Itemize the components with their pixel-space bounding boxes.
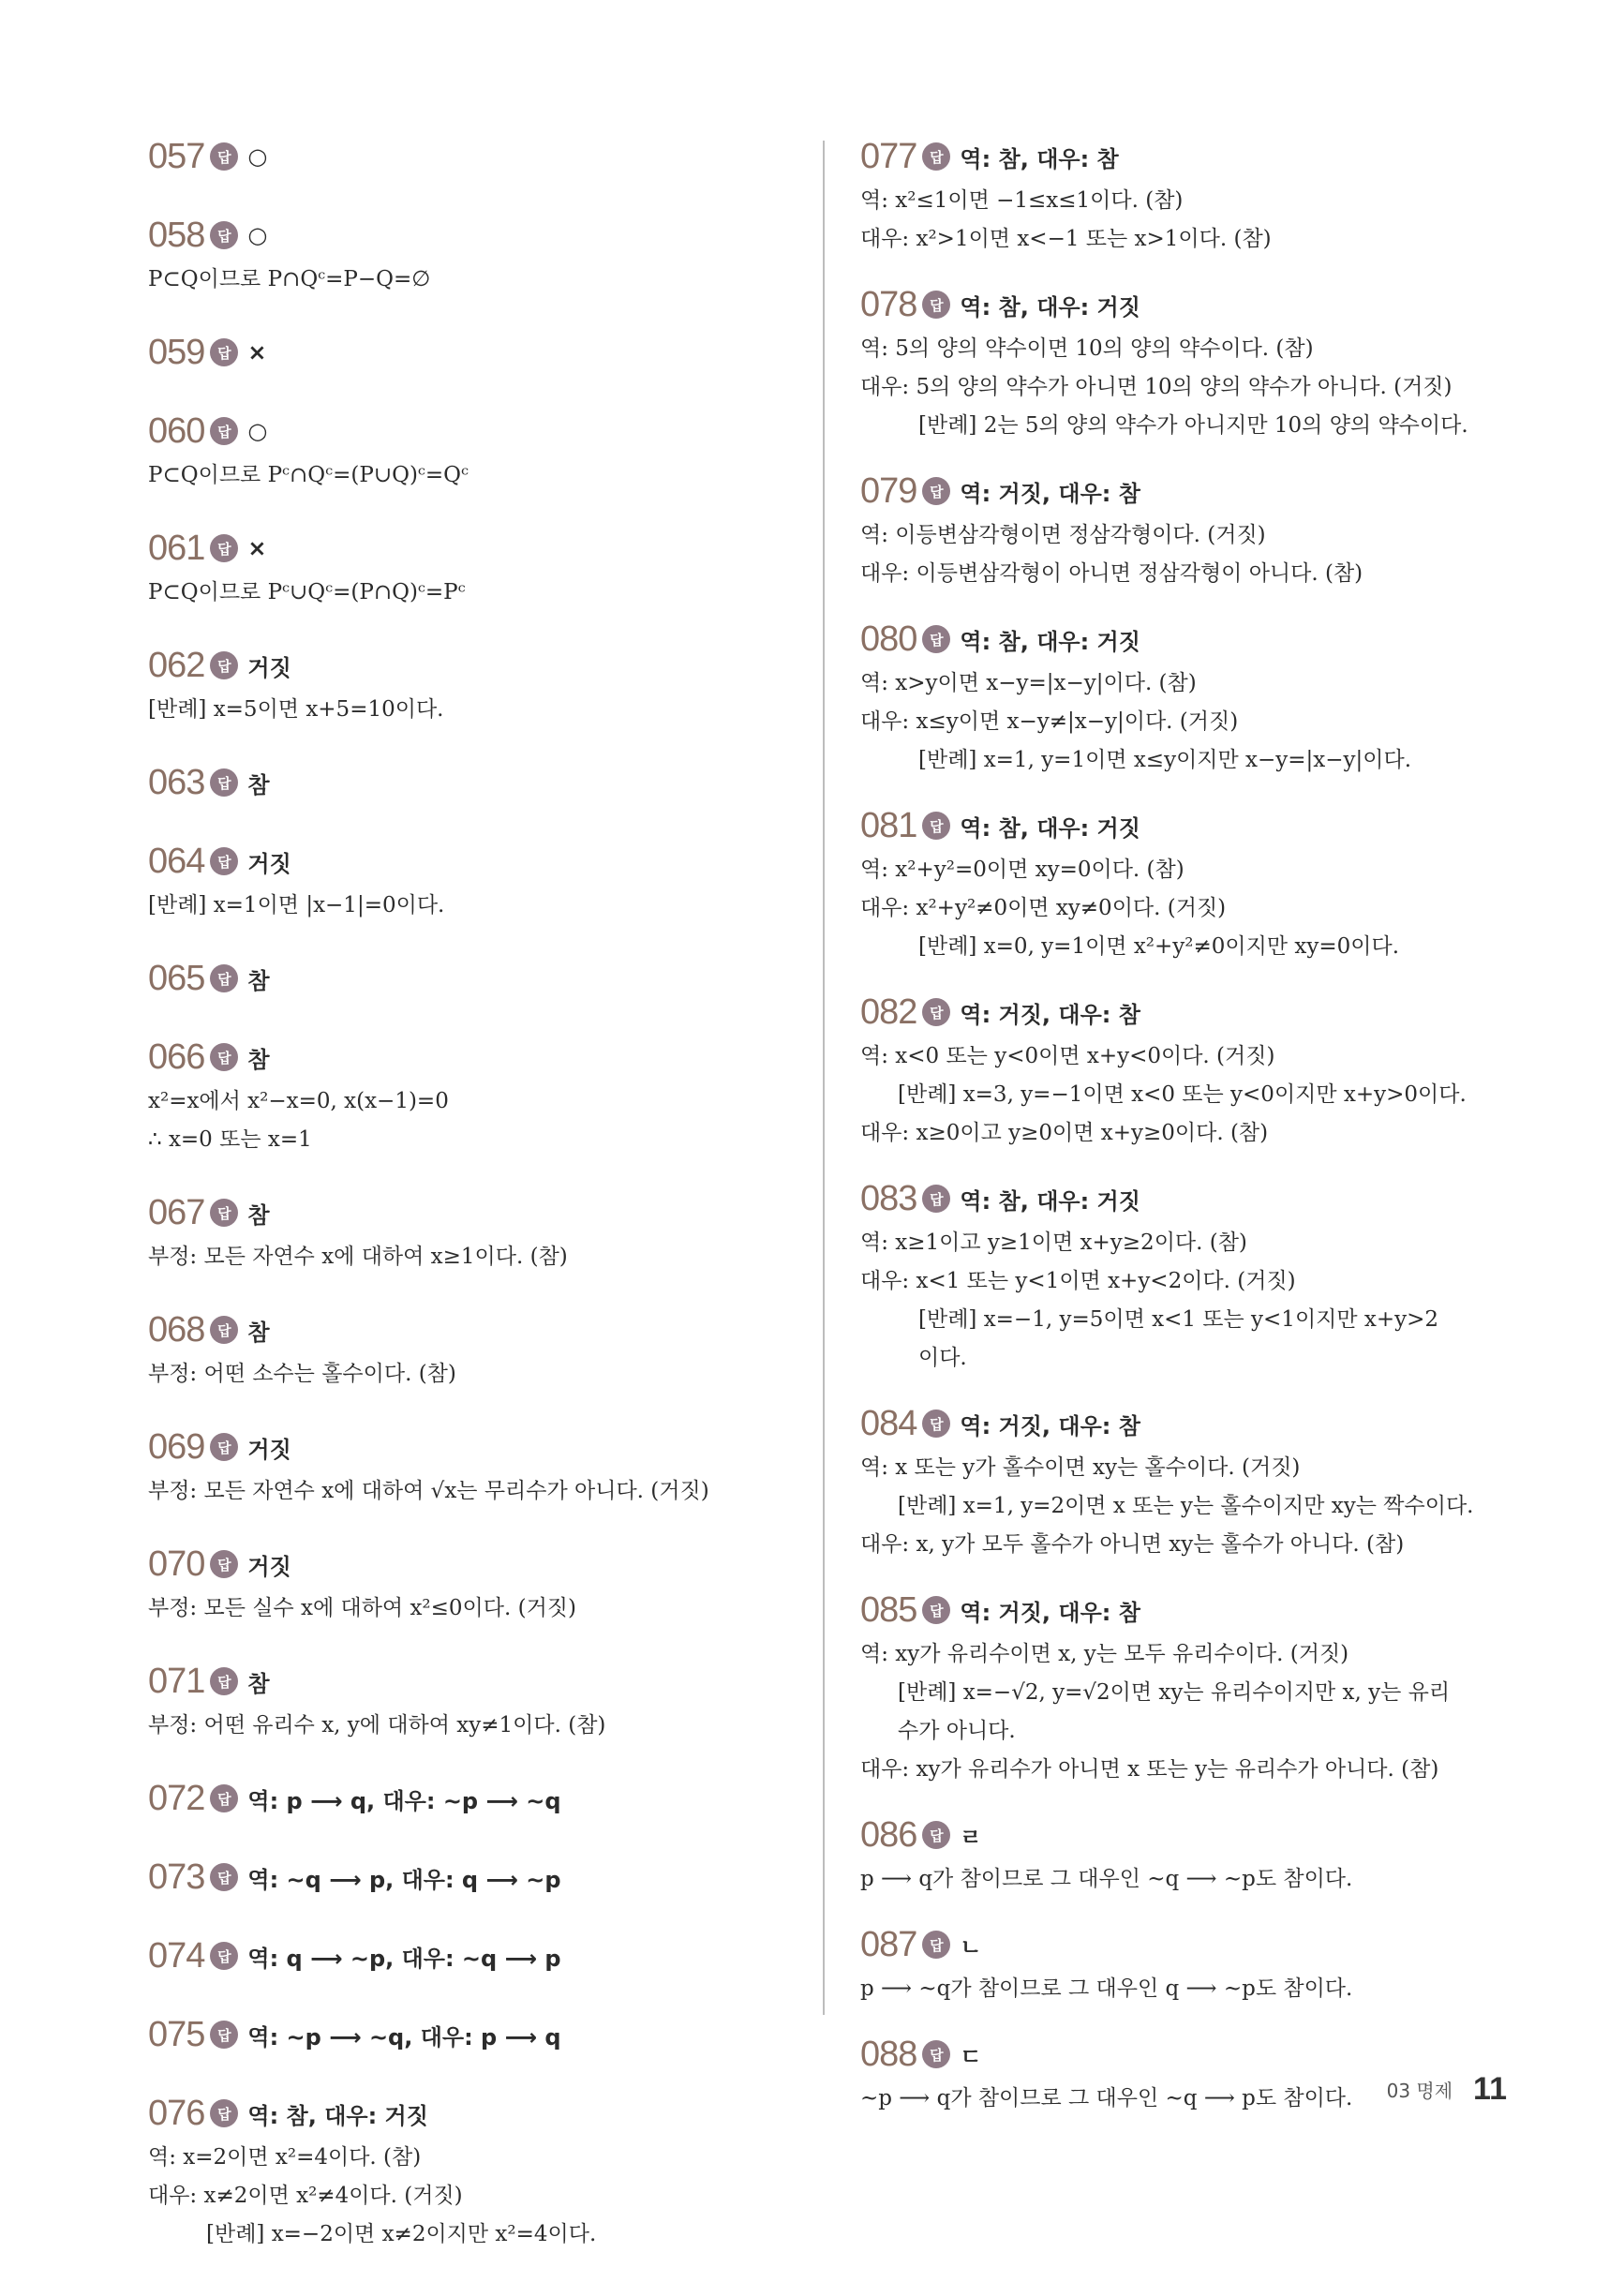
problem-header bbox=[148, 327, 804, 378]
problem-header bbox=[148, 953, 804, 1004]
answer-text: 거짓 bbox=[247, 850, 291, 877]
problem-067 bbox=[148, 1187, 804, 1276]
answer-badge-icon: 답 bbox=[210, 1043, 238, 1071]
problem-header bbox=[148, 1032, 804, 1082]
solution-line: p ⟶ q가 참이므로 그 대우인 ~q ⟶ ~p도 참이다. bbox=[860, 1867, 1353, 1891]
answer-text: ○ bbox=[247, 222, 268, 248]
answer-text: ㄷ bbox=[960, 2043, 982, 2070]
solution-line: 대우: x≥0이고 y≥0이면 x+y≥0이다. (참) bbox=[860, 1121, 1269, 1145]
answer-text: 역: 참, 대우: 거짓 bbox=[960, 628, 1140, 655]
answer-text: 역: 참, 대우: 거짓 bbox=[960, 293, 1140, 321]
problem-085 bbox=[860, 1585, 1507, 1789]
answer-text: ㄹ bbox=[960, 1824, 982, 1851]
answer-badge-icon: 답 bbox=[210, 417, 238, 445]
answer-text: 역: 거짓, 대우: 참 bbox=[960, 1599, 1140, 1626]
answer-text: 거짓 bbox=[247, 1553, 291, 1580]
answer-badge-icon: 답 bbox=[922, 2040, 950, 2068]
answer-text: 역: 거짓, 대우: 참 bbox=[960, 480, 1140, 507]
problem-number: 082 bbox=[860, 992, 917, 1032]
problem-079 bbox=[860, 466, 1507, 593]
problem-number: 077 bbox=[860, 136, 917, 176]
solution-line: [반례] 2는 5의 양의 약수가 아니지만 10의 양의 약수이다. bbox=[918, 413, 1468, 438]
problem-077 bbox=[860, 131, 1507, 259]
solution-line: 대우: 이등변삼각형이 아니면 정삼각형이 아니다. (참) bbox=[860, 561, 1363, 586]
problem-number: 078 bbox=[860, 284, 917, 324]
problem-header bbox=[860, 466, 1507, 516]
solution-line: ~p ⟶ q가 참이므로 그 대우인 ~q ⟶ p도 참이다. bbox=[860, 2086, 1353, 2110]
problem-header bbox=[860, 1585, 1507, 1635]
answer-badge-icon: 답 bbox=[922, 142, 950, 171]
solution-line: x²=x에서 x²−x=0, x(x−1)=0 bbox=[148, 1089, 449, 1113]
solution-line: [반례] x=3, y=−1이면 x<0 또는 y<0이지만 x+y>0이다. bbox=[898, 1082, 1467, 1107]
answer-badge-icon: 답 bbox=[210, 338, 238, 366]
problem-069 bbox=[148, 1422, 804, 1511]
problem-061 bbox=[148, 523, 804, 612]
solution-line: [반례] x=−√2, y=√2이면 xy는 유리수이지만 x, y는 유리 bbox=[898, 1680, 1451, 1705]
solution-line: [반례] x=−2이면 x≠2이지만 x²=4이다. bbox=[206, 2222, 597, 2246]
problem-083 bbox=[860, 1173, 1507, 1378]
answer-text: 역: 참, 대우: 거짓 bbox=[960, 814, 1140, 842]
solution-line: 부정: 어떤 유리수 x, y에 대하여 xy≠1이다. (참) bbox=[148, 1713, 606, 1738]
solution-line: [반례] x=1이면 |x−1|=0이다. bbox=[148, 893, 445, 917]
page-footer bbox=[1387, 2071, 1507, 2108]
solution-line: 대우: x≠2이면 x²≠4이다. (거짓) bbox=[148, 2184, 463, 2208]
problem-number: 080 bbox=[860, 619, 917, 659]
answer-badge-icon: 답 bbox=[922, 1185, 950, 1213]
answer-text: 역: q ⟶ ~p, 대우: ~q ⟶ p bbox=[247, 1945, 561, 1972]
problem-076 bbox=[148, 2088, 804, 2254]
solution-line: ∴ x=0 또는 x=1 bbox=[148, 1127, 312, 1152]
problem-header bbox=[148, 406, 804, 456]
answer-badge-icon: 답 bbox=[210, 1316, 238, 1344]
problem-number: 061 bbox=[148, 528, 205, 568]
chapter-label: 03 명제 bbox=[1386, 2080, 1453, 2102]
problem-086 bbox=[860, 1810, 1507, 1899]
problem-header bbox=[148, 2009, 804, 2060]
problem-number: 083 bbox=[860, 1178, 917, 1218]
answer-badge-icon: 답 bbox=[210, 1784, 238, 1812]
solution-line: 역: x 또는 y가 홀수이면 xy는 홀수이다. (거짓) bbox=[860, 1455, 1301, 1480]
answer-badge-icon: 답 bbox=[210, 1199, 238, 1227]
page-number: 11 bbox=[1473, 2071, 1507, 2107]
problem-header bbox=[148, 1305, 804, 1355]
answer-text: 거짓 bbox=[247, 654, 291, 681]
answer-badge-icon: 답 bbox=[922, 477, 950, 505]
answer-text: 역: p ⟶ q, 대우: ~p ⟶ ~q bbox=[247, 1787, 561, 1814]
answer-text: 참 bbox=[247, 1319, 270, 1346]
answer-text: × bbox=[247, 535, 267, 561]
solution-line: 부정: 모든 자연수 x에 대하여 √x는 무리수가 아니다. (거짓) bbox=[148, 1479, 709, 1503]
problem-header bbox=[148, 757, 804, 808]
solution-line: 역: 5의 양의 약수이면 10의 양의 약수이다. (참) bbox=[860, 336, 1314, 361]
problem-header bbox=[860, 800, 1507, 851]
answer-text: 역: 참, 대우: 참 bbox=[960, 145, 1119, 172]
problem-number: 087 bbox=[860, 1924, 917, 1964]
problem-number: 073 bbox=[148, 1857, 205, 1897]
answer-badge-icon: 답 bbox=[922, 812, 950, 840]
problem-header bbox=[148, 1656, 804, 1707]
answer-badge-icon: 답 bbox=[922, 291, 950, 319]
answer-text: 참 bbox=[247, 967, 270, 994]
right-column bbox=[860, 131, 1507, 2139]
problem-number: 079 bbox=[860, 470, 917, 511]
problem-header bbox=[148, 2088, 804, 2139]
problem-header bbox=[148, 210, 804, 261]
answer-badge-icon: 답 bbox=[210, 1550, 238, 1578]
problem-number: 071 bbox=[148, 1661, 205, 1701]
answer-badge-icon: 답 bbox=[210, 1942, 238, 1970]
answer-text: 역: ~p ⟶ ~q, 대우: p ⟶ q bbox=[247, 2023, 561, 2051]
problem-header bbox=[148, 523, 804, 574]
answer-text: 역: 참, 대우: 거짓 bbox=[960, 1187, 1140, 1215]
problem-060 bbox=[148, 406, 804, 495]
solution-line: P⊂Q이므로 P∩Qᶜ=P−Q=∅ bbox=[148, 267, 431, 291]
solution-line: 대우: x²+y²≠0이면 xy≠0이다. (거짓) bbox=[860, 896, 1227, 920]
answer-badge-icon: 답 bbox=[210, 651, 238, 679]
problem-082 bbox=[860, 987, 1507, 1153]
problem-number: 075 bbox=[148, 2014, 205, 2054]
problem-062 bbox=[148, 640, 804, 729]
answer-text: × bbox=[247, 339, 267, 365]
answer-badge-icon: 답 bbox=[210, 964, 238, 992]
problem-063 bbox=[148, 757, 804, 808]
solution-line: [반례] x=1, y=1이면 x≤y이지만 x−y=|x−y|이다. bbox=[918, 748, 1412, 772]
problem-header bbox=[860, 1173, 1507, 1224]
problem-number: 069 bbox=[148, 1426, 205, 1467]
solution-line: 역: x≥1이고 y≥1이면 x+y≥2이다. (참) bbox=[860, 1230, 1247, 1255]
problem-number: 062 bbox=[148, 645, 205, 685]
answer-badge-icon: 답 bbox=[210, 2099, 238, 2127]
solution-line: 역: x<0 또는 y<0이면 x+y<0이다. (거짓) bbox=[860, 1044, 1275, 1068]
left-column bbox=[148, 131, 804, 2282]
answer-badge-icon: 답 bbox=[210, 1863, 238, 1891]
solution-line: 역: xy가 유리수이면 x, y는 모두 유리수이다. (거짓) bbox=[860, 1642, 1349, 1666]
problem-header bbox=[860, 614, 1507, 664]
problem-number: 059 bbox=[148, 332, 205, 372]
answer-badge-icon: 답 bbox=[922, 1409, 950, 1438]
answer-badge-icon: 답 bbox=[210, 2021, 238, 2049]
answer-text: 역: 거짓, 대우: 참 bbox=[960, 1412, 1140, 1439]
solution-line: 이다. bbox=[918, 1346, 967, 1370]
answer-badge-icon: 답 bbox=[210, 1433, 238, 1461]
problem-number: 085 bbox=[860, 1589, 917, 1630]
solution-line: 대우: x, y가 모두 홀수가 아니면 xy는 홀수가 아니다. (참) bbox=[860, 1532, 1405, 1557]
solution-line: 역: x²+y²=0이면 xy=0이다. (참) bbox=[860, 858, 1184, 882]
solution-line: 대우: xy가 유리수가 아니면 x 또는 y는 유리수가 아니다. (참) bbox=[860, 1757, 1439, 1782]
problem-header bbox=[148, 1852, 804, 1902]
problem-070 bbox=[148, 1539, 804, 1628]
problem-number: 074 bbox=[148, 1935, 205, 1976]
solution-line: 대우: 5의 양의 약수가 아니면 10의 양의 약수가 아니다. (거짓) bbox=[860, 375, 1453, 399]
problem-078 bbox=[860, 279, 1507, 445]
answer-badge-icon: 답 bbox=[922, 1931, 950, 1959]
problem-header bbox=[148, 640, 804, 691]
answer-text: 역: 거짓, 대우: 참 bbox=[960, 1001, 1140, 1028]
problem-number: 065 bbox=[148, 958, 205, 998]
problem-074 bbox=[148, 1931, 804, 1981]
problem-number: 084 bbox=[860, 1403, 917, 1443]
answer-badge-icon: 답 bbox=[210, 847, 238, 875]
problem-057 bbox=[148, 131, 804, 182]
answer-text: 참 bbox=[247, 1046, 270, 1073]
problem-number: 066 bbox=[148, 1037, 205, 1077]
answer-text: ○ bbox=[247, 143, 268, 170]
problem-number: 072 bbox=[148, 1778, 205, 1818]
answer-text: ㄴ bbox=[960, 1933, 982, 1961]
problem-number: 064 bbox=[148, 841, 205, 881]
solution-line: 역: x>y이면 x−y=|x−y|이다. (참) bbox=[860, 671, 1197, 695]
problem-073 bbox=[148, 1852, 804, 1902]
solution-line: [반례] x=0, y=1이면 x²+y²≠0이지만 xy=0이다. bbox=[918, 934, 1400, 959]
problem-number: 068 bbox=[148, 1309, 205, 1350]
solution-line: p ⟶ ~q가 참이므로 그 대우인 q ⟶ ~p도 참이다. bbox=[860, 1976, 1353, 2001]
answer-badge-icon: 답 bbox=[210, 1667, 238, 1695]
solution-line: 부정: 모든 자연수 x에 대하여 x≥1이다. (참) bbox=[148, 1245, 568, 1269]
answer-text: 참 bbox=[247, 1201, 270, 1229]
problem-066 bbox=[148, 1032, 804, 1159]
problem-header bbox=[148, 1931, 804, 1981]
answer-badge-icon: 답 bbox=[922, 625, 950, 653]
problem-header bbox=[860, 1919, 1507, 1970]
answer-badge-icon: 답 bbox=[210, 534, 238, 562]
problem-065 bbox=[148, 953, 804, 1004]
answer-badge-icon: 답 bbox=[210, 768, 238, 797]
problem-058 bbox=[148, 210, 804, 299]
problem-number: 086 bbox=[860, 1814, 917, 1855]
answer-text: ○ bbox=[247, 418, 268, 444]
problem-header bbox=[860, 1810, 1507, 1860]
problem-number: 081 bbox=[860, 805, 917, 845]
solution-line: 대우: x<1 또는 y<1이면 x+y<2이다. (거짓) bbox=[860, 1269, 1296, 1293]
answer-badge-icon: 답 bbox=[210, 221, 238, 249]
solution-line: 대우: x²>1이면 x<−1 또는 x>1이다. (참) bbox=[860, 227, 1272, 251]
problem-header bbox=[860, 1398, 1507, 1449]
problem-header bbox=[860, 131, 1507, 182]
problem-064 bbox=[148, 836, 804, 925]
problem-number: 088 bbox=[860, 2034, 917, 2074]
problem-071 bbox=[148, 1656, 804, 1745]
problem-number: 076 bbox=[148, 2093, 205, 2133]
problem-072 bbox=[148, 1773, 804, 1824]
answer-text: 거짓 bbox=[247, 1436, 291, 1463]
solution-line: 역: x=2이면 x²=4이다. (참) bbox=[148, 2145, 422, 2170]
problem-081 bbox=[860, 800, 1507, 966]
column-divider bbox=[823, 141, 825, 2015]
problem-number: 070 bbox=[148, 1544, 205, 1584]
problem-068 bbox=[148, 1305, 804, 1394]
solution-line: [반례] x=5이면 x+5=10이다. bbox=[148, 697, 444, 722]
problem-087 bbox=[860, 1919, 1507, 2008]
answer-text: 참 bbox=[247, 771, 270, 798]
problem-number: 057 bbox=[148, 136, 205, 176]
problem-header bbox=[148, 1422, 804, 1472]
problem-080 bbox=[860, 614, 1507, 780]
answer-badge-icon: 답 bbox=[210, 142, 238, 171]
problem-number: 060 bbox=[148, 410, 205, 451]
answer-text: 역: ~q ⟶ p, 대우: q ⟶ ~p bbox=[247, 1866, 561, 1893]
answer-text: 역: 참, 대우: 거짓 bbox=[247, 2102, 428, 2129]
problem-header bbox=[148, 1187, 804, 1238]
solution-line: P⊂Q이므로 Pᶜ∩Qᶜ=(P∪Q)ᶜ=Qᶜ bbox=[148, 463, 469, 487]
problem-number: 063 bbox=[148, 762, 205, 802]
answer-badge-icon: 답 bbox=[922, 1821, 950, 1849]
solution-line: 역: 이등변삼각형이면 정삼각형이다. (거짓) bbox=[860, 523, 1266, 547]
answer-badge-icon: 답 bbox=[922, 998, 950, 1026]
problem-header bbox=[860, 987, 1507, 1037]
problem-059 bbox=[148, 327, 804, 378]
answer-text: 참 bbox=[247, 1670, 270, 1697]
problem-header bbox=[148, 836, 804, 887]
solution-line: 부정: 모든 실수 x에 대하여 x²≤0이다. (거짓) bbox=[148, 1596, 576, 1620]
problem-header bbox=[148, 131, 804, 182]
problem-header bbox=[148, 1539, 804, 1589]
problem-number: 067 bbox=[148, 1192, 205, 1232]
problem-header bbox=[860, 279, 1507, 330]
solution-line: 부정: 어떤 소수는 홀수이다. (참) bbox=[148, 1362, 456, 1386]
problem-075 bbox=[148, 2009, 804, 2060]
solution-line: P⊂Q이므로 Pᶜ∪Qᶜ=(P∩Q)ᶜ=Pᶜ bbox=[148, 580, 466, 604]
problem-084 bbox=[860, 1398, 1507, 1564]
solution-line: 역: x²≤1이면 −1≤x≤1이다. (참) bbox=[860, 188, 1184, 213]
solution-line: 수가 아니다. bbox=[898, 1719, 1016, 1743]
solution-line: [반례] x=1, y=2이면 x 또는 y는 홀수이지만 xy는 짝수이다. bbox=[898, 1494, 1474, 1518]
answer-badge-icon: 답 bbox=[922, 1596, 950, 1624]
solution-line: 대우: x≤y이면 x−y≠|x−y|이다. (거짓) bbox=[860, 709, 1239, 734]
solution-line: [반례] x=−1, y=5이면 x<1 또는 y<1이지만 x+y>2 bbox=[918, 1307, 1439, 1332]
problem-number: 058 bbox=[148, 215, 205, 255]
problem-header bbox=[148, 1773, 804, 1824]
